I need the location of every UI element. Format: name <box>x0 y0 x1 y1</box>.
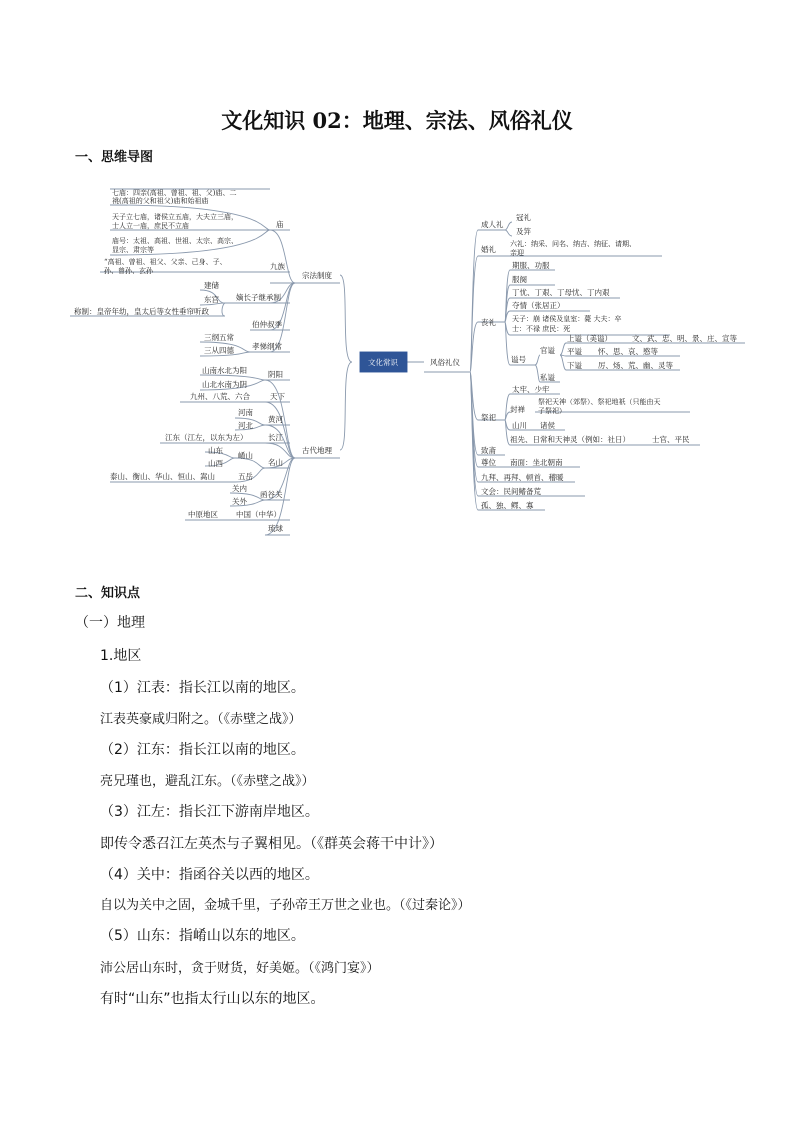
leaf-chengzhi: 称制：皇帝年幼，皇太后等女性垂帘听政 <box>74 307 209 316</box>
branch-hunli: 婚礼 <box>481 245 496 254</box>
leaf-qisu: 期服、功服 <box>512 261 550 270</box>
leaf-hebei: 河北 <box>238 421 253 430</box>
leaf-jiangdong: 江东（江左，以东为左） <box>165 433 248 442</box>
page-title: 文化知识 02：地理、宗法、风俗礼仪 <box>221 108 573 133</box>
leaf-jiji: 及笄 <box>516 227 531 236</box>
leaf-pingshi-list: 怀、思、哀、愍等 <box>598 347 658 356</box>
quote-line: 即传令悉召江左英杰与子翼相见。（《群英会蒋干中计》） <box>100 836 443 852</box>
text-line: （4）关中：指函谷关以西的地区。 <box>100 867 319 883</box>
leaf-guanwai: 关外 <box>232 497 247 506</box>
quote-line: 自以为关中之固，金城千里，子孙帝王万世之业也。（《过秦论》） <box>100 898 471 913</box>
branch-yinyang: 阴阳 <box>268 370 283 379</box>
leaf-sancong: 三从四德 <box>204 346 234 355</box>
leaf-tianzi-1: 天子立七庙，诸侯立五庙，大夫立三庙， <box>112 213 238 221</box>
leaf-fengshan-detail-2: 子祭祀） <box>538 407 566 415</box>
leaf-guannei: 关内 <box>232 484 247 493</box>
leaf-wuyue: 五岳 <box>238 472 253 481</box>
leaf-miaohao-1: 庙号：太祖、高祖、世祖、太宗、高宗、 <box>112 237 238 245</box>
leaf-miaohao-2: 显宗、肃宗等 <box>112 246 154 254</box>
leaf-sangang: 三纲五常 <box>204 333 234 342</box>
text-line: 有时“山东”也指太行山以东的地区。 <box>100 991 325 1007</box>
branch-hangu: 函谷关 <box>260 490 283 499</box>
leaf-taishan: 泰山、衡山、华山、恒山、嵩山 <box>110 472 215 481</box>
leaf-jiuzhou: 九州、八荒、六合 <box>190 392 250 401</box>
leaf-shishu: 士官、平民 <box>652 435 690 444</box>
branch-miao: 庙 <box>276 220 284 229</box>
leaf-henan: 河南 <box>238 408 253 417</box>
leaf-zhuhou: 诸侯 <box>540 421 555 430</box>
branch-jisi: 祭祀 <box>481 413 496 422</box>
leaf-shihao: 谥号 <box>511 355 526 364</box>
leaf-zhizhai: 致斋 <box>481 446 496 455</box>
leaf-fuqi: 服阕 <box>512 275 527 284</box>
leaf-donggong: 东宫 <box>204 295 219 304</box>
leaf-yaoshan: 崤山 <box>238 451 253 460</box>
branch-tianxia: 天下 <box>270 392 285 401</box>
leaf-jianchu: 建储 <box>204 281 219 290</box>
mindmap-center: 文化常识 <box>368 358 398 367</box>
text-line: （1）江表：指长江以南的地区。 <box>100 680 305 696</box>
leaf-xiashi: 下谥 <box>567 361 582 370</box>
leaf-guanli: 冠礼 <box>516 213 531 222</box>
branch-fengsu: 风俗礼仪 <box>430 358 460 367</box>
leaf-zuxian: 祖先、日常和天神灵（例如：社日） <box>510 435 630 444</box>
branch-liuqiu: 琉球 <box>268 524 283 533</box>
leaf-tailao: 太牢、少牢 <box>512 385 550 394</box>
leaf-sishi: 私谥 <box>540 373 555 382</box>
leaf-qimiao-1: 七庙：四亲(高祖、曾祖、祖、父)庙、二 <box>112 189 237 197</box>
leaf-fengshan-detail-1: 祭祀天神（郊祭）、祭祀地祇（只能由天 <box>538 398 661 406</box>
leaf-shanbei: 山北水南为阴 <box>202 380 247 389</box>
leaf-shanchuan: 山川 <box>512 421 527 430</box>
text-line: （3）江左：指长江下游南岸地区。 <box>100 804 319 820</box>
branch-zongfa: 宗法制度 <box>302 271 332 280</box>
leaf-qimiao-2: 祧(高祖的父和祖父)庙和始祖庙 <box>112 197 209 205</box>
leaf-zhongyuan: 中原地区 <box>188 510 218 519</box>
leaf-shannan: 山南水北为阳 <box>202 366 247 375</box>
section-heading-knowledge: 二、知识点 <box>75 586 141 601</box>
branch-chengren: 成人礼 <box>481 220 504 229</box>
branch-gudai: 古代地理 <box>302 446 332 455</box>
branch-dizhang: 嫡长子继承制 <box>236 293 281 302</box>
leaf-zunwei: 尊位 <box>481 458 496 467</box>
leaf-jiubai: 九拜、再拜、顿首、稽暖 <box>481 473 564 482</box>
leaf-tianzibeng: 天子：崩 诸侯及皇室：薨 大夫：卒 <box>512 315 622 323</box>
text-line: （2）江东：指长江以南的地区。 <box>100 742 305 758</box>
branch-xiaoti: 孝悌纲常 <box>252 342 282 351</box>
quote-line: 亮兄瑾也，避乱江东。（《赤壁之战》） <box>100 774 315 789</box>
branch-changjiang: 长江 <box>268 433 283 442</box>
leaf-shangshi-list: 文、武、忠、明、景、庄、宣等 <box>632 334 737 343</box>
item-region: 1.地区 <box>100 648 142 664</box>
subheading-geography: （一）地理 <box>75 615 145 631</box>
leaf-fengshan: 封禅 <box>510 405 525 414</box>
leaf-liuli-2: 亲迎 <box>510 249 524 257</box>
quote-line: 江表英豪咸归附之。（《赤壁之战》） <box>100 712 302 727</box>
leaf-guxu: 孤、独、鳏、寡 <box>481 501 534 510</box>
branch-bozhong: 伯仲叔季 <box>252 320 282 329</box>
leaf-shanxi: 山西 <box>208 459 223 468</box>
mind-map <box>0 0 794 560</box>
leaf-pingshi: 平谥 <box>567 347 582 356</box>
leaf-guanshi: 官谥 <box>540 346 555 355</box>
branch-sangli: 丧礼 <box>481 318 496 327</box>
leaf-dingyou: 丁忧、丁艰、丁母忧、丁内艰 <box>512 288 610 297</box>
branch-huanghe: 黄河 <box>268 415 283 424</box>
branch-jiuzu: 九族 <box>270 262 285 271</box>
leaf-shangshi: 上谥（美谥） <box>567 334 612 343</box>
quote-line: 沛公居山东时，贪于财货，好美姬。（《鸿门宴》） <box>100 961 380 976</box>
leaf-xiashi-list: 厉、炀、荒、幽、灵等 <box>598 361 673 370</box>
leaf-nanmian: 南面：坐北朝南 <box>510 458 563 467</box>
leaf-tianzi-2: 士人立一庙，庶民不立庙 <box>112 222 189 230</box>
leaf-shandong: 山东 <box>208 446 223 455</box>
leaf-gaozu-1: “高祖、曾祖、祖父、父亲、己身、子、 <box>104 258 227 266</box>
leaf-wenhui: 文会：民间鳍备荒 <box>481 487 541 496</box>
text-line: （5）山东：指崤山以东的地区。 <box>100 928 305 944</box>
leaf-liuli-1: 六礼：纳采、问名、纳吉、纳征、请期、 <box>510 240 636 248</box>
section-heading-mindmap: 一、思维导图 <box>75 150 154 165</box>
leaf-gaozu-2: 孙、曾孙、玄孙 <box>104 267 153 275</box>
leaf-shibulu: 士：不禄 庶民：死 <box>512 325 571 333</box>
leaf-duoqing: 夺情（张居正） <box>512 301 565 310</box>
branch-mingshan: 名山 <box>268 458 283 467</box>
leaf-zhongguo: 中国（中华） <box>236 510 281 519</box>
